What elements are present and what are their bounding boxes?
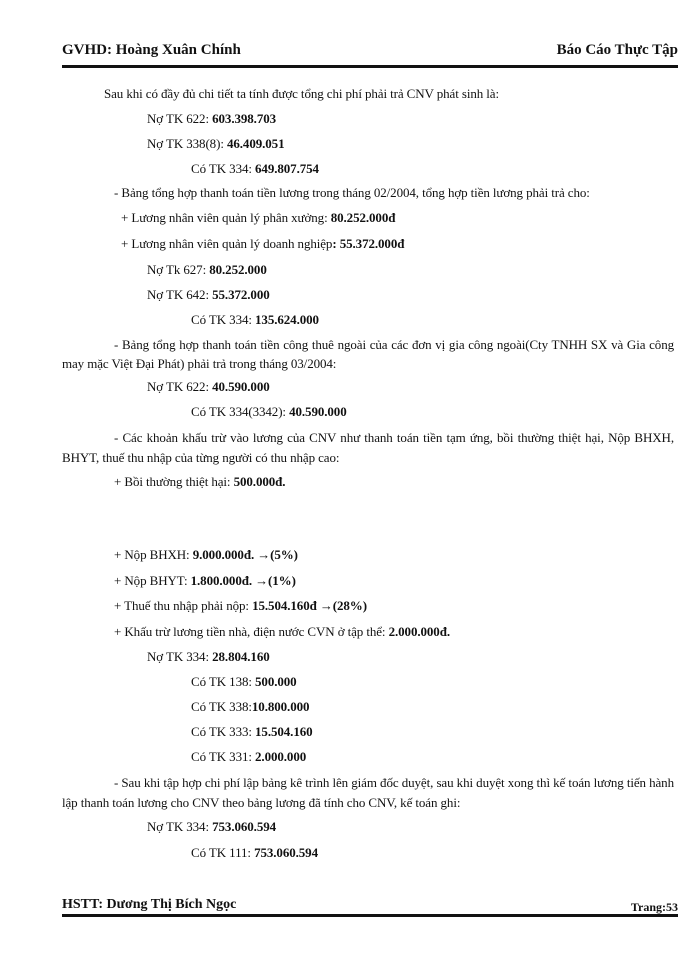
plus-line: + Bồi thường thiệt hại: 500.000đ.	[114, 474, 286, 489]
entry-line: Có TK 334: 649.807.754	[191, 161, 319, 176]
entry-line: Nợ TK 642: 55.372.000	[147, 287, 270, 302]
entry-line: Nợ TK 334: 753.060.594	[147, 819, 277, 834]
plus-line: + Khấu trừ lương tiền nhà, điện nước CVN ở tập thể: 2.000.000đ.	[114, 624, 450, 639]
footer-student: HSTT: Dương Thị Bích Ngọc	[62, 897, 237, 912]
bullet-paragraph: - Bảng tổng hợp thanh toán tiền công thuê ngoài của các đơn vị gia công ngoài(Cty TNHH SX và Gia công may mặc Việt Đại Phát) phải trả trong tháng 03/2004:	[62, 337, 674, 371]
entry-line: Nợ TK 338(8): 46.409.051	[147, 136, 285, 151]
entry-line: Có TK 333: 15.504.160	[191, 724, 313, 739]
entry-line: Nợ TK 622: 40.590.000	[147, 379, 270, 394]
plus-line: + Nộp BHXH: 9.000.000đ. →(5%)	[114, 547, 298, 562]
entry-line: Nợ TK 622: 603.398.703	[147, 111, 277, 126]
plus-line: + Lương nhân viên quản lý doanh nghiệp: 55.372.000đ	[121, 236, 405, 251]
footer-rule	[62, 914, 678, 917]
entry-line: Có TK 138: 500.000	[191, 674, 297, 689]
entry-line: Nợ Tk 627: 80.252.000	[147, 262, 267, 277]
intro-text: Sau khi có đầy đủ chi tiết ta tính được tổng chi phí phải trả CNV phát sinh là:	[104, 86, 499, 101]
entry-line: Có TK 338:10.800.000	[191, 699, 310, 714]
header-rule	[62, 65, 678, 68]
page-header	[62, 40, 678, 62]
plus-line: + Thuế thu nhập phải nộp: 15.504.160đ →(28%)	[114, 598, 367, 613]
entry-line: Có TK 111: 753.060.594	[191, 845, 318, 860]
plus-line: + Nộp BHYT: 1.800.000đ. →(1%)	[114, 573, 296, 588]
header-report-title: Báo Cáo Thực Tập	[556, 42, 678, 58]
plus-line: + Lương nhân viên quản lý phân xưởng: 80.252.000đ	[121, 210, 396, 225]
page-number: Trang:53	[630, 900, 678, 914]
entry-line: Nợ TK 334: 28.804.160	[147, 649, 270, 664]
bullet-paragraph: - Sau khi tập hợp chi phí lập bảng kê trình lên giám đốc duyệt, sau khi duyệt xong thì kế toán lương tiến hành lập thanh toán lương cho CNV theo bảng lương đã tính cho CNV, kế toán ghi:	[62, 775, 674, 810]
bullet-paragraph: - Các khoản khấu trừ vào lương của CNV như thanh toán tiền tạm ứng, bồi thường thiệt hại, Nộp BHXH, BHYT, thuế thu nhập của từng người có thu nhập cao:	[62, 430, 674, 465]
entry-line: Có TK 334: 135.624.000	[191, 312, 319, 327]
bullet-text: - Bảng tổng hợp thanh toán tiền lương trong tháng 02/2004, tổng hợp tiền lương phải trả cho:	[114, 185, 590, 200]
header-instructor: GVHD: Hoàng Xuân Chính	[62, 42, 241, 58]
entry-line: Có TK 334(3342): 40.590.000	[191, 404, 347, 419]
entry-line: Có TK 331: 2.000.000	[191, 749, 307, 764]
